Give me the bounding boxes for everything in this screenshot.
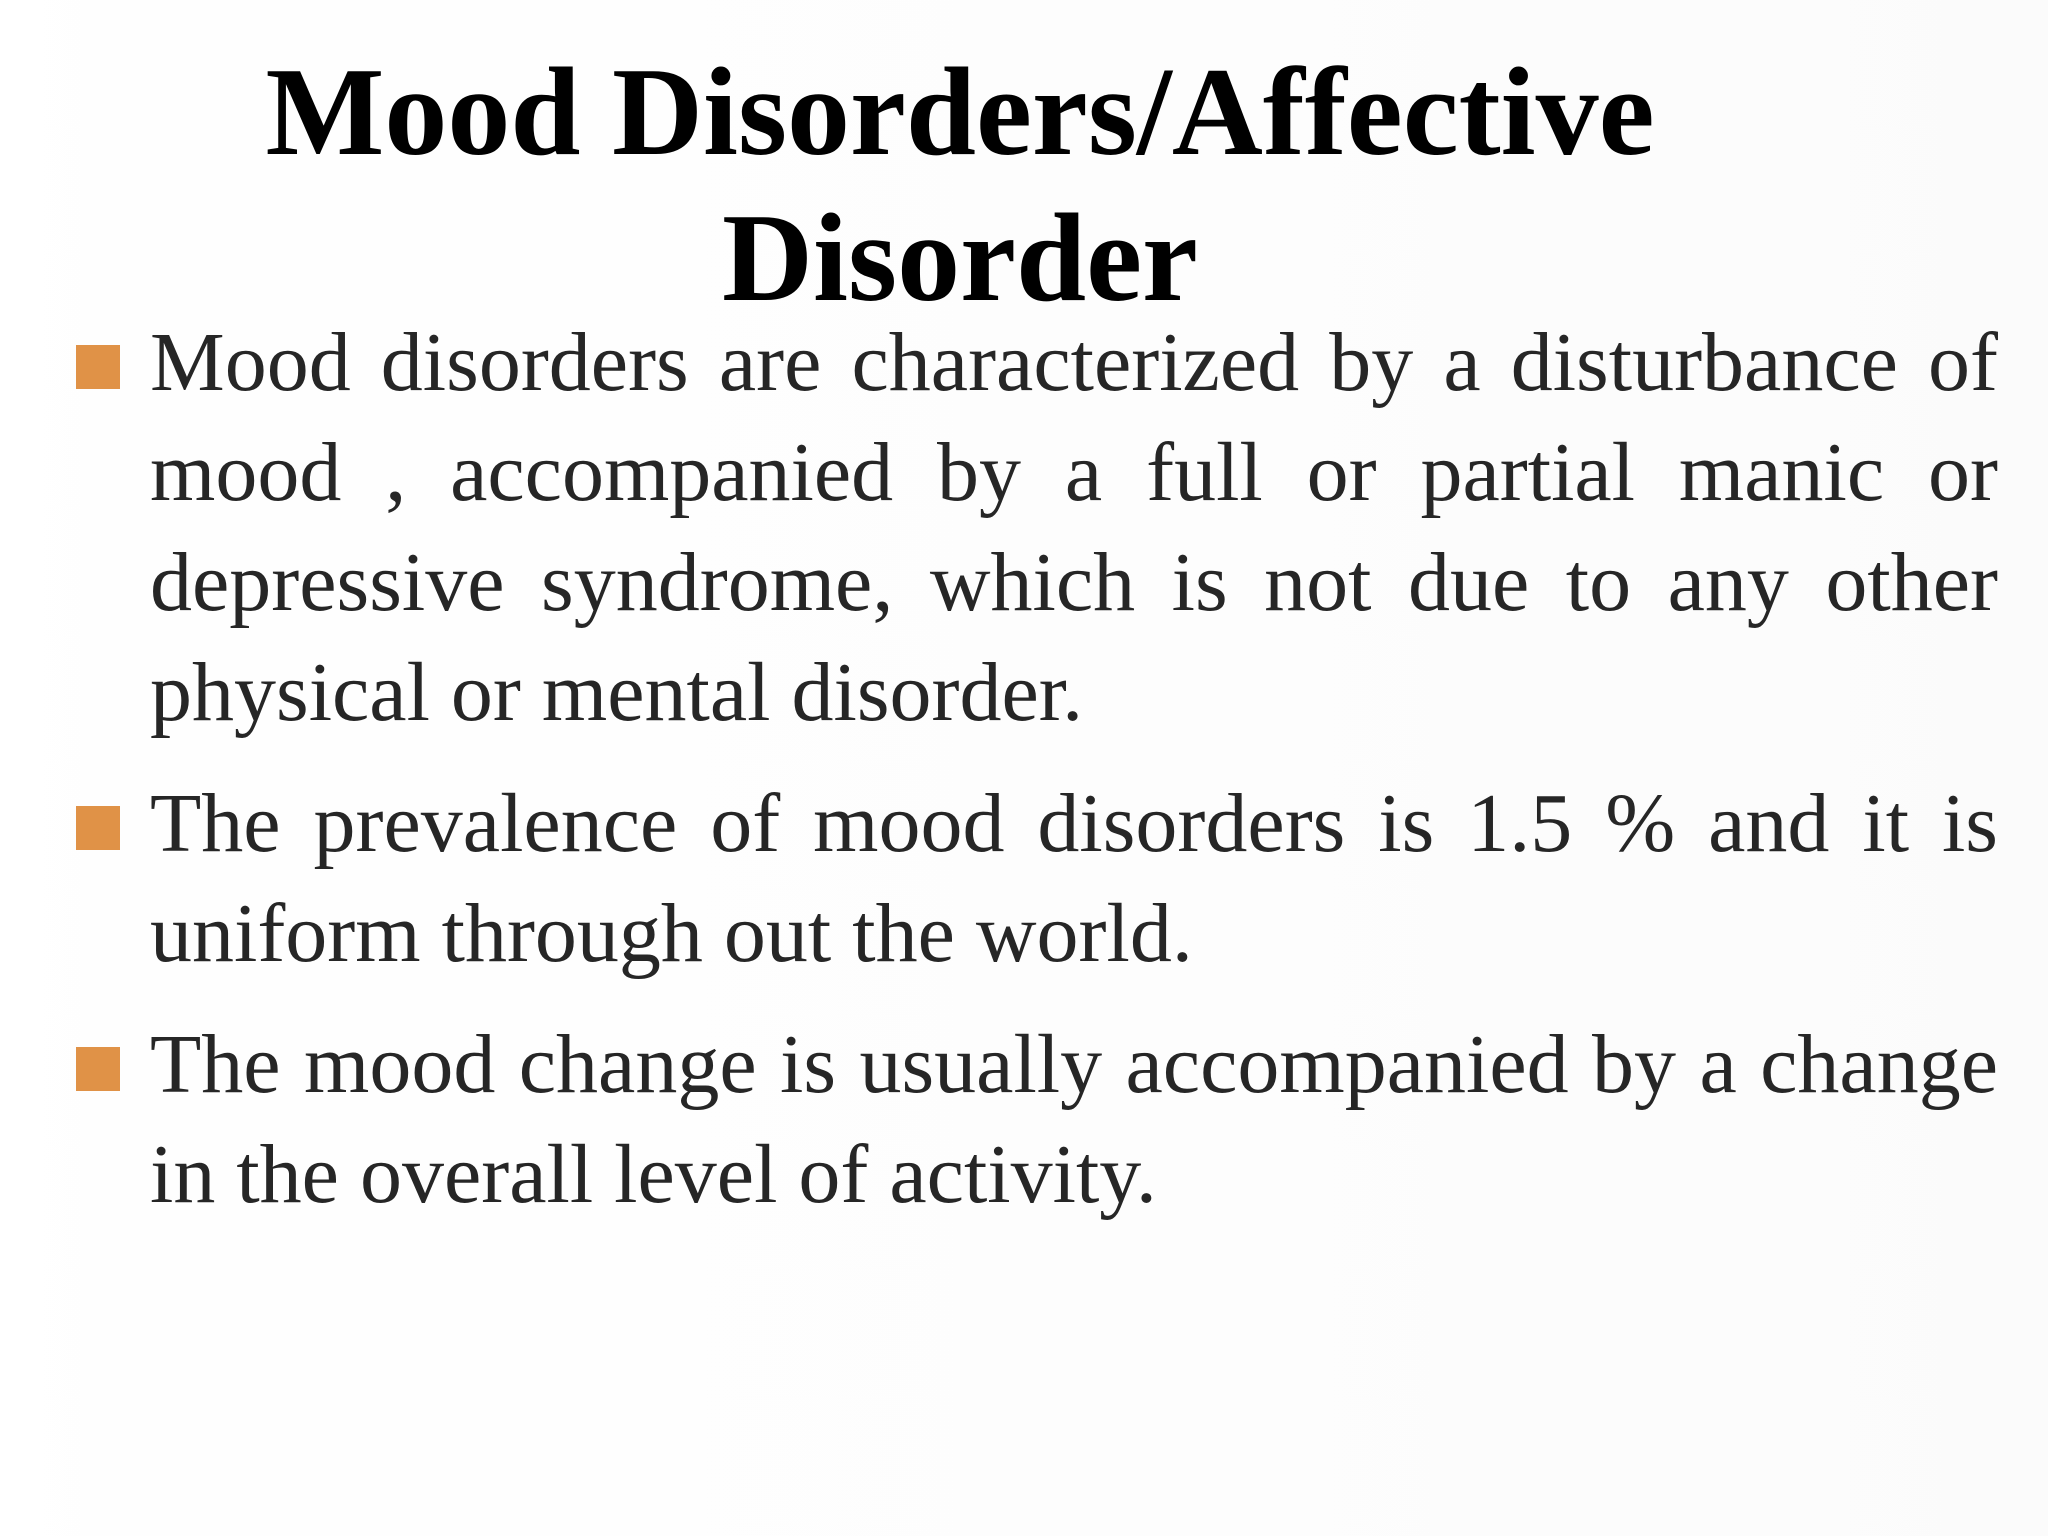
bullet-item — [76, 769, 1998, 989]
square-bullet-icon — [76, 1047, 120, 1091]
bullet-list — [76, 308, 1998, 1251]
bullet-text: The mood change is usually accompanied by a change in the overall level of activity. — [150, 1018, 1998, 1221]
bullet-item — [76, 308, 1998, 748]
bullet-text: Mood disorders are characterized by a disturbance of mood , accompanied by a full or partial manic or depressive syndrome, which is not due to any other physical or mental disorder. — [150, 316, 1998, 739]
bullet-text: The prevalence of mood disorders is 1.5 % and it is uniform through out the world. — [150, 777, 1998, 980]
square-bullet-icon — [76, 345, 120, 389]
bullet-item — [76, 1010, 1998, 1230]
slide-title-line-1: Mood Disorders/Affective — [265, 43, 1655, 182]
slide-title — [80, 40, 1840, 332]
slide-title-line-2: Disorder — [722, 189, 1198, 328]
square-bullet-icon — [76, 806, 120, 850]
